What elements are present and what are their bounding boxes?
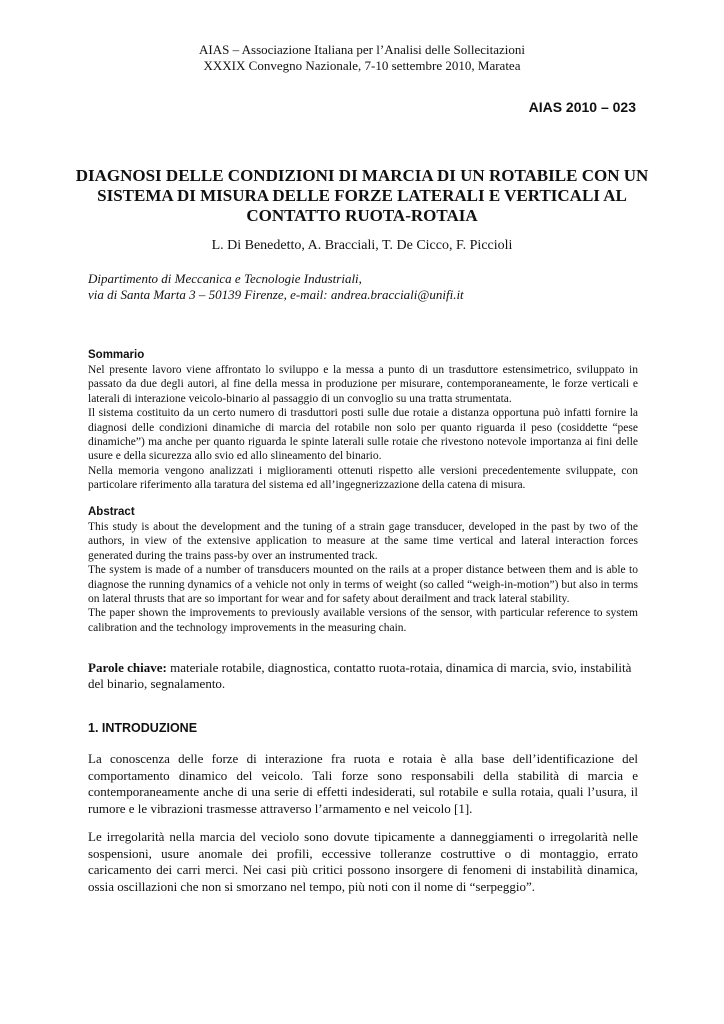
keywords-text: materiale rotabile, diagnostica, contatto ruota-rotaia, dinamica di marcia, svio, instabilità del binario, segnalamento. [88, 660, 632, 691]
authors: L. Di Benedetto, A. Bracciali, T. De Cicco, F. Piccioli [211, 238, 513, 253]
paper-code: AIAS 2010 – 023 [528, 99, 636, 115]
abstract-paragraph: The system is made of a number of transducers mounted on the rails at a proper distance between them and is able to diagnose the running dynamics of a vehicle not only in terms of weight (so called “weigh-in-motion”) but also in terms on lateral thrusts that are so important for wear and for safety about derailment and track lateral stability. [88, 564, 638, 606]
paper-title: DIAGNOSI DELLE CONDIZIONI DI MARCIA DI UN ROTABILE CON UN SISTEMA DI MISURA DELLE FORZE LATERALI E VERTICALI AL CONTATTO RUOTA-ROTAIA [75, 166, 649, 225]
keywords [88, 660, 638, 692]
section-heading: 1. INTRODUZIONE [88, 721, 198, 735]
abstract-body [88, 520, 638, 635]
sommario-body [88, 363, 638, 493]
affiliation-line1: Dipartimento di Meccanica e Tecnologie Industriali, [88, 271, 362, 286]
sommario-heading: Sommario [88, 349, 145, 361]
sommario-paragraph: Il sistema costituito da un certo numero di trasduttori posti sulle due rotaie a distanza opportuna può infatti fornire la diagnosi delle condizioni dinamiche di marcia del rotabile non solo per quanto riguarda il peso (cosiddette “pese dinamiche”) ma anche per quanto riguarda le spinte laterali sulle rotaie che rivestono notevole importanza ai fini delle usure e della sicurezza allo svio ed allo slineamento del binario. [88, 407, 638, 463]
intro-paragraph: La conoscenza delle forze di interazione fra ruota e rotaia è alla base dell’identificazione del comportamento dinamico del veicolo. Tali forze sono responsabili della stabilità di marcia e contemporaneamente anche di una serie di effetti indesiderati, sul rotabile e sulla rotaia, quali l’usura, il rumore e le vibrazioni trasmesse attraverso l’armamento e nel veicolo [1]. [88, 751, 638, 816]
abstract-heading: Abstract [88, 506, 135, 518]
keywords-label: Parole chiave: [88, 660, 167, 675]
intro-paragraph: Le irregolarità nella marcia del veciolo sono dovute tipicamente a danneggiamenti o irregolarità nelle sospensioni, usure anomale dei profili, eccessive tolleranze costruttive o di montaggio, errato caricamento dei carri merci. Nei casi più critici possono insorgere di fenomeni di instabilità dinamica, ossia oscillazioni che non si smorzano nel tempo, più noti con il nome di “serpeggio”. [88, 829, 638, 894]
sommario-paragraph: Nel presente lavoro viene affrontato lo sviluppo e la messa a punto di un trasduttore estensimetrico, sviluppato in passato da due degli autori, al fine della messa in produzione per misurare, contemporaneamente, le forze verticali e laterali di interazione veicolo-binario al passaggio di un convoglio su una tratta strumentata. [88, 364, 638, 405]
conference-header-line2: XXXIX Convegno Nazionale, 7-10 settembre 2010, Maratea [203, 58, 521, 73]
abstract-paragraph: This study is about the development and the tuning of a strain gage transducer, developed in the past by two of the authors, in view of the extensive application to measure at the same time vertical and lateral interaction forces generated during the trains pass-by over an instrumented track. [88, 521, 638, 562]
affiliation [88, 271, 648, 303]
conference-header-line1: AIAS – Associazione Italiana per l’Analisi delle Sollecitazioni [199, 42, 525, 57]
abstract-paragraph: The paper shown the improvements to previously available versions of the sensor, with particular reference to system calibration and the technology improvements in the measuring chain. [88, 607, 638, 634]
conference-header [0, 42, 724, 74]
affiliation-line2: via di Santa Marta 3 – 50139 Firenze, e-mail: andrea.bracciali@unifi.it [88, 287, 464, 302]
sommario-paragraph: Nella memoria vengono analizzati i miglioramenti ottenuti rispetto alle versioni precedentemente sviluppate, con particolare riferimento alla taratura del sistema ed all’ingegnerizzazione della catena di misura. [88, 464, 638, 492]
